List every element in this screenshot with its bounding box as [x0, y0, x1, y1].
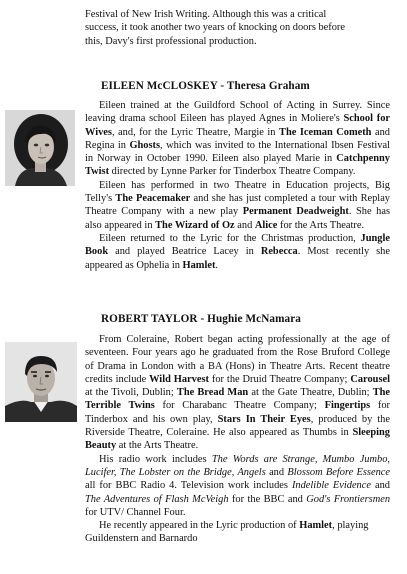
eileen-bio	[85, 99, 390, 272]
bio-text: at the Tivoli, Dublin;	[85, 387, 177, 399]
bio-text: and	[370, 480, 390, 492]
production-title: The Iceman Cometh	[279, 126, 372, 138]
broadcast-title: The Words are Strange, Mumbo Jumbo, Lucifer, The Lobster on the Bridge, Angels	[85, 453, 390, 478]
bio-text: for the Arts Theatre.	[277, 219, 365, 231]
bio-text: for Charabanc Theatre Company;	[154, 400, 325, 412]
bio-text: , and, for the Lyric Theatre, Margie in	[111, 126, 280, 138]
robert-paragraph-3	[85, 519, 390, 546]
bio-text: for the Druid Theatre Company;	[208, 373, 351, 385]
bio-text: Eileen trained at the Guildford School of Acting in Surrey. Since leaving drama school Eileen has played Agnes in Moliere's	[85, 100, 390, 125]
bio-text: Eileen has performed in two Theatre in Education projects, Big Telly's	[85, 179, 390, 205]
bio-text: all for BBC Radio 4. Television work includes	[85, 480, 292, 492]
robert-headshot-photo	[5, 342, 77, 422]
bio-text: , which was invited to the International Ibsen Festival in Norway in October 1990. Eileen also played Marie in	[85, 139, 390, 165]
production-title: Alice	[254, 219, 278, 231]
bio-text: and	[234, 219, 255, 231]
bio-text: , produced by the Riverside Theatre, Coleraine. He also appeared as Thumbs in	[85, 413, 390, 439]
bio-text: directed by Lynne Parker for Tinderbox Theatre Company.	[109, 166, 356, 178]
production-title: Jungle Book	[85, 232, 390, 258]
intro-line: this, Davy's first professional production.	[85, 35, 257, 47]
bio-text: and Regina in	[85, 126, 390, 151]
broadcast-title: Blossom Before Essence	[287, 466, 391, 478]
bio-text: .	[215, 259, 219, 271]
bio-text: for the BBC and	[228, 493, 307, 505]
production-title: The Terrible Twins	[85, 387, 391, 412]
production-title: Stars In Their Eyes	[217, 413, 311, 425]
production-title: School for Wives	[85, 113, 390, 138]
production-title: Fingertips	[324, 400, 371, 412]
bio-text: From Coleraine, Robert began acting professionally at the age of seventeen. Four years ago he graduated from the Rose Bruford College of Drama in London with a BA (Hons) in Theatre Arts. Recent theatre credits include	[85, 334, 390, 385]
bio-text: He recently appeared in the Lyric production of	[99, 520, 300, 532]
intro-line: success, it took another two years of knocking on doors before	[85, 22, 345, 34]
production-title: Wild Harvest	[149, 373, 209, 385]
production-title: Hamlet	[299, 520, 333, 532]
eileen-paragraph-2	[85, 179, 390, 232]
bio-text: and	[265, 466, 288, 478]
bio-text: , playing Guildenstern and Barnardo	[85, 520, 369, 545]
robert-heading: ROBERT TAYLOR - Hughie McNamara	[101, 313, 301, 325]
production-title: The Bread Man	[176, 387, 249, 399]
robert-paragraph-2	[85, 453, 390, 519]
bio-text: and she has just completed a tour with Replay Theatre Company with a new play	[85, 193, 391, 218]
production-title: The Wizard of Oz	[155, 219, 235, 231]
intro-line: Festival of New Irish Writing. Although this was a critical	[85, 9, 327, 20]
eileen-paragraph-1	[85, 99, 390, 179]
bio-text: Eileen returned to the Lyric for the Christmas production,	[99, 232, 361, 244]
production-title: Sleeping Beauty	[85, 427, 390, 452]
production-title: Permanent Deadweight	[242, 206, 349, 218]
bio-text: at the Arts Theatre.	[116, 440, 199, 452]
bio-text: and played Beatrice Lacey in	[108, 246, 261, 258]
bio-text: for UTV/ Channel Four.	[85, 506, 186, 518]
broadcast-title: God's Frontiersmen	[306, 493, 391, 505]
production-title: Catchpenny Twist	[85, 153, 390, 178]
production-title: Rebecca	[260, 246, 298, 258]
broadcast-title: The Adventures of Flash McVeigh	[85, 493, 229, 505]
broadcast-title: Indelible Evidence	[291, 480, 371, 492]
production-title: The Peacemaker	[115, 193, 191, 205]
intro-paragraph	[85, 8, 390, 48]
eileen-headshot-photo	[5, 110, 75, 186]
eileen-heading: EILEEN McCLOSKEY - Theresa Graham	[101, 80, 310, 92]
bio-text: His radio work includes	[99, 453, 212, 465]
bio-text: . Most recently she appeared as Ophelia in	[85, 246, 390, 271]
bio-text: . She has also appeared in	[85, 206, 390, 231]
robert-bio	[85, 333, 390, 546]
robert-paragraph-1	[85, 333, 390, 453]
eileen-paragraph-3	[85, 232, 390, 272]
production-title: Ghosts	[129, 139, 161, 151]
production-title: Hamlet	[182, 259, 216, 271]
bio-text: for Tinderbox and his own play,	[85, 400, 390, 425]
bio-text: at the Gate Theatre, Dublin;	[248, 387, 373, 399]
intro-text	[85, 8, 390, 48]
production-title: Carousel	[350, 373, 390, 385]
